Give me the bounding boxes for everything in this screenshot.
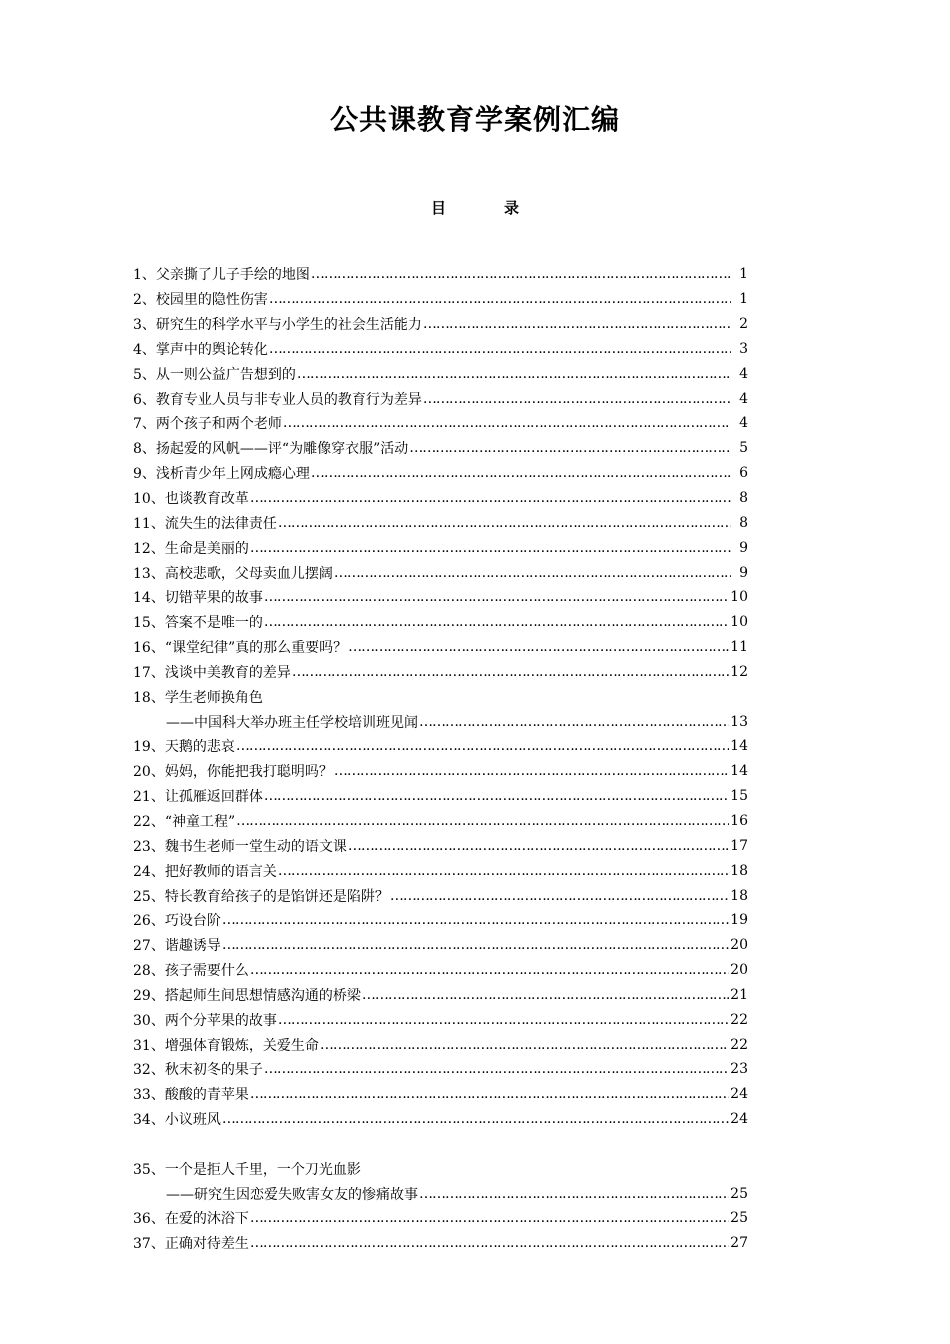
toc-entry[interactable] xyxy=(133,933,748,958)
toc-dot-leader xyxy=(297,366,731,382)
toc-entry-title: 24、把好教师的语言关 xyxy=(133,863,277,880)
toc-entry[interactable] xyxy=(133,1057,748,1082)
toc-dot-leader xyxy=(278,1012,729,1028)
toc-entry[interactable] xyxy=(133,510,748,535)
toc-entry-title: 28、孩子需要什么 xyxy=(133,963,249,980)
toc-entry[interactable] xyxy=(133,337,748,362)
toc-dot-leader xyxy=(362,987,729,1003)
toc-page-number: 9 xyxy=(739,564,748,581)
toc-dot-leader xyxy=(250,1235,729,1251)
toc-page-number: 10 xyxy=(730,589,748,606)
toc-page-number: 20 xyxy=(730,962,748,979)
toc-page-number: 24 xyxy=(730,1111,748,1128)
toc-entry[interactable] xyxy=(133,1156,748,1181)
toc-dot-leader xyxy=(264,788,729,804)
toc-spacer xyxy=(133,1132,748,1157)
toc-entry[interactable] xyxy=(133,809,748,834)
toc-entry[interactable] xyxy=(133,535,748,560)
toc-page-number: 25 xyxy=(730,1185,748,1202)
toc-dot-leader xyxy=(409,440,731,456)
toc-dot-leader xyxy=(264,614,729,630)
toc-dot-leader xyxy=(311,266,731,282)
toc-dot-leader xyxy=(320,1037,729,1053)
toc-entry-title: 8、扬起爱的风帆——评“为雕像穿衣服”活动 xyxy=(133,441,409,458)
toc-entry[interactable] xyxy=(133,1032,748,1057)
toc-entry[interactable] xyxy=(133,461,748,486)
document-title: 公共课教育学案例汇编 xyxy=(329,103,620,136)
toc-entry[interactable] xyxy=(133,411,748,436)
toc-dot-leader xyxy=(419,1186,729,1202)
toc-dot-leader xyxy=(390,888,729,904)
toc-entry-title: 14、切错苹果的故事 xyxy=(133,590,263,607)
toc-entry[interactable] xyxy=(133,486,748,511)
toc-entry[interactable] xyxy=(133,386,748,411)
toc-entry[interactable] xyxy=(133,833,748,858)
toc-entry-title: 2、校园里的隐性伤害 xyxy=(133,292,268,309)
toc-entry[interactable] xyxy=(133,1231,748,1256)
toc-entry-title: 20、妈妈，你能把我打聪明吗？ xyxy=(133,764,333,781)
toc-page-number: 13 xyxy=(730,713,748,730)
toc-page-number: 3 xyxy=(739,340,748,357)
toc-dot-leader xyxy=(250,962,729,978)
toc-entry-title: 36、在爱的沐浴下 xyxy=(133,1211,249,1228)
toc-page-number: 24 xyxy=(730,1086,748,1103)
toc-dot-leader xyxy=(278,515,731,531)
toc-entry-title: 25、特长教育给孩子的是馅饼还是陷阱？ xyxy=(133,888,389,905)
toc-dot-leader xyxy=(236,738,729,754)
toc-entry[interactable] xyxy=(133,784,748,809)
toc-page-number: 22 xyxy=(730,1036,748,1053)
toc-page-number: 8 xyxy=(739,514,748,531)
toc-page-number: 18 xyxy=(730,887,748,904)
toc-entry[interactable] xyxy=(133,1181,748,1206)
toc-entry[interactable] xyxy=(133,660,748,685)
toc-entry[interactable] xyxy=(133,560,748,585)
toc-page-number: 20 xyxy=(730,937,748,954)
toc-dot-leader xyxy=(423,391,731,407)
toc-entry[interactable] xyxy=(133,982,748,1007)
toc-dot-leader xyxy=(236,813,729,829)
toc-entry[interactable] xyxy=(133,883,748,908)
toc-entry[interactable] xyxy=(133,262,748,287)
toc-dot-leader xyxy=(283,415,731,431)
toc-page-number: 18 xyxy=(730,862,748,879)
toc-dot-leader xyxy=(423,316,731,332)
toc-entry[interactable] xyxy=(133,1007,748,1032)
toc-heading-char-2: 录 xyxy=(504,199,520,217)
toc-page-number: 6 xyxy=(739,465,748,482)
toc-entry-title: 30、两个分苹果的故事 xyxy=(133,1012,277,1029)
toc-entry[interactable] xyxy=(133,709,748,734)
toc-entry-title: 10、也谈教育改革 xyxy=(133,491,249,508)
toc-page-number: 22 xyxy=(730,1011,748,1028)
toc-dot-leader xyxy=(222,912,729,928)
toc-entry[interactable] xyxy=(133,1107,748,1132)
toc-entry-title: 16、“课堂纪律”真的那么重要吗？ xyxy=(133,640,348,657)
toc-heading xyxy=(0,197,950,218)
toc-entry-title: ——中国科大举办班主任学校培训班见闻 xyxy=(166,714,418,731)
toc-entry[interactable] xyxy=(133,361,748,386)
toc-page-number: 21 xyxy=(730,986,748,1003)
toc-entry-title: 9、浅析青少年上网成瘾心理 xyxy=(133,466,310,483)
toc-entry[interactable] xyxy=(133,734,748,759)
toc-entry[interactable] xyxy=(133,610,748,635)
toc-entry-title: 1、父亲撕了儿子手绘的地图 xyxy=(133,267,310,284)
toc-dot-leader xyxy=(250,1086,729,1102)
toc-page-number: 12 xyxy=(730,663,748,680)
toc-entry[interactable] xyxy=(133,635,748,660)
toc-entry[interactable] xyxy=(133,684,748,709)
toc-entry-title: 4、掌声中的舆论转化 xyxy=(133,341,268,358)
toc-entry-title: 3、研究生的科学水平与小学生的社会生活能力 xyxy=(133,317,422,334)
toc-dot-leader xyxy=(348,639,729,655)
toc-dot-leader xyxy=(334,565,731,581)
toc-dot-leader xyxy=(250,540,731,556)
toc-entry-title: ——研究生因恋爱失败害女友的惨痛故事 xyxy=(166,1186,418,1203)
toc-entry-title: 22、“神童工程” xyxy=(133,813,236,830)
toc-entry-title: 19、天鹅的悲哀 xyxy=(133,739,235,756)
toc-page-number: 4 xyxy=(739,415,748,432)
toc-page-number: 2 xyxy=(739,316,748,333)
toc-entry-title: 35、一个是拒人千里，一个刀光血影 xyxy=(133,1161,361,1178)
toc-page-number: 17 xyxy=(730,837,748,854)
toc-page-number: 27 xyxy=(730,1235,748,1252)
toc-entry-title: 26、巧设台阶 xyxy=(133,913,221,930)
toc-page-number: 19 xyxy=(730,912,748,929)
toc-page-number: 5 xyxy=(739,440,748,457)
toc-entry-title: 27、谐趣诱导 xyxy=(133,938,221,955)
toc-page-number: 10 xyxy=(730,614,748,631)
toc-entry-title: 7、两个孩子和两个老师 xyxy=(133,416,282,433)
toc-dot-leader xyxy=(269,291,731,307)
toc-entry-title: 21、让孤雁返回群体 xyxy=(133,789,263,806)
toc-dot-leader xyxy=(250,490,731,506)
toc-page-number: 14 xyxy=(730,738,748,755)
toc-entry-title: 33、酸酸的青苹果 xyxy=(133,1087,249,1104)
toc-page-number: 8 xyxy=(739,490,748,507)
toc-entry-title: 31、增强体育锻炼，关爱生命 xyxy=(133,1037,319,1054)
toc-dot-leader xyxy=(222,937,729,953)
toc-entry[interactable] xyxy=(133,287,748,312)
toc-entry-title: 29、搭起师生间思想情感沟通的桥梁 xyxy=(133,987,361,1004)
toc-page-number: 14 xyxy=(730,763,748,780)
toc-entry-title: 5、从一则公益广告想到的 xyxy=(133,366,296,383)
toc-entry-title: 12、生命是美丽的 xyxy=(133,540,249,557)
toc-entry-title: 6、教育专业人员与非专业人员的教育行为差异 xyxy=(133,391,422,408)
toc-dot-leader xyxy=(292,664,729,680)
toc-entry-title: 32、秋末初冬的果子 xyxy=(133,1062,263,1079)
toc-entry[interactable] xyxy=(133,759,748,784)
toc-page-number: 23 xyxy=(730,1061,748,1078)
toc-dot-leader xyxy=(311,465,731,481)
toc-entry-title: 34、小议班风 xyxy=(133,1112,221,1129)
toc-entry-title: 15、答案不是唯一的 xyxy=(133,615,263,632)
toc-dot-leader xyxy=(348,838,729,854)
toc-entry[interactable] xyxy=(133,1206,748,1231)
toc-entry-title: 23、魏书生老师一堂生动的语文课 xyxy=(133,838,347,855)
toc-dot-leader xyxy=(334,763,729,779)
toc-page-number: 4 xyxy=(739,365,748,382)
toc-entry[interactable] xyxy=(133,436,748,461)
toc-entry-title: 13、高校悲歌，父母卖血儿摆阔 xyxy=(133,565,333,582)
toc-entry[interactable] xyxy=(133,1082,748,1107)
toc-entry[interactable] xyxy=(133,585,748,610)
toc-dot-leader xyxy=(269,341,731,357)
toc-entry[interactable] xyxy=(133,312,748,337)
toc-page-number: 16 xyxy=(730,812,748,829)
toc-dot-leader xyxy=(278,863,729,879)
toc-page-number: 9 xyxy=(739,539,748,556)
toc-page-number: 11 xyxy=(730,639,748,656)
toc-entry-title: 11、流失生的法律责任 xyxy=(133,515,277,532)
toc-page-number: 1 xyxy=(739,266,748,283)
toc-dot-leader xyxy=(250,1210,729,1226)
toc-page-number: 15 xyxy=(730,788,748,805)
toc-page-number: 25 xyxy=(730,1210,748,1227)
toc-entry-title: 37、正确对待差生 xyxy=(133,1236,249,1253)
toc-dot-leader xyxy=(264,589,729,605)
toc-entry[interactable] xyxy=(133,908,748,933)
toc-dot-leader xyxy=(222,1111,729,1127)
toc-page-number: 1 xyxy=(739,291,748,308)
toc-entry-title: 18、学生老师换角色 xyxy=(133,689,263,706)
table-of-contents xyxy=(133,262,748,1256)
toc-page-number: 4 xyxy=(739,390,748,407)
toc-entry-title: 17、浅谈中美教育的差异 xyxy=(133,664,291,681)
toc-entry[interactable] xyxy=(133,858,748,883)
toc-entry[interactable] xyxy=(133,958,748,983)
toc-dot-leader xyxy=(264,1061,729,1077)
toc-dot-leader xyxy=(419,714,729,730)
toc-heading-char-1: 目 xyxy=(430,199,446,217)
